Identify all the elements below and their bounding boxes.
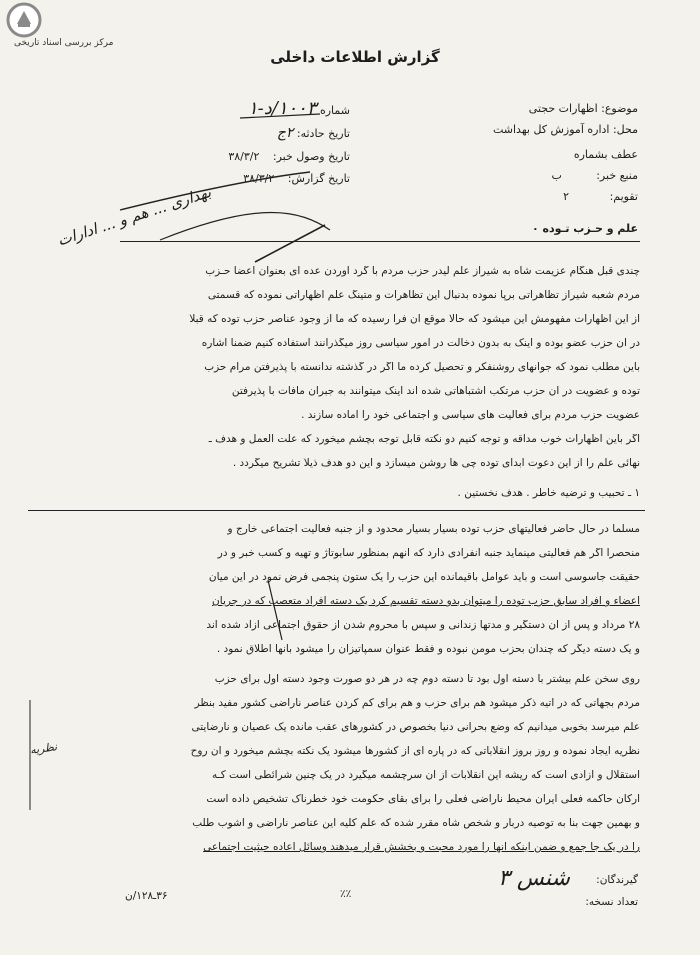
incident-date-label: تاریخ حادثه: [296, 127, 350, 140]
paragraph-line: باین مطلب نمود که جوانهای روشنفکر و تحصیل کرده ما اگر در گذشته ندانسته با پذیرفتن مرام حزب [204, 362, 640, 373]
paragraph-line: ارکان حاکمه فعلی ایران محیط ناراضی فعلی را برای بقای حکومت خود خطرناک تشخیص داده است [206, 794, 640, 805]
number-value: ۱۰۰۳/د-۱ [247, 98, 317, 119]
evaluation-row [526, 190, 638, 203]
paragraph-line: حقیقت جاسوسی است و باید عوامل باقیمانده این حزب را یک ستون پنجمی فرض نمود در این میان [208, 572, 640, 583]
handwritten-note: بهداری ... هم و ... ادارات [55, 182, 214, 250]
place-value: اداره آموزش کل بهداشت [492, 123, 610, 136]
paragraph-line: مردم بجهاتی که در آتیه ذکر میشود هم برای حزب و هم برای کم کردن عناصر ناراضی کشور مفید بنظر [194, 698, 640, 709]
paragraph-line: را در یک جا جمع و ضمن اینکه آنها را مورد محبت و بخشش قرار میدهند وسائل اعاده حیثیت اجتماعی [203, 842, 640, 853]
paragraph-line: مردم شعبه شیراز تظاهراتی برپا نموده بدنبال این تظاهرات و متینگ علم اظهاراتی نموده که قسمتی [207, 290, 640, 301]
subject-value: اظهارات حجتی [528, 102, 598, 115]
paragraph-line: چندی قبل هنگام عزیمت شاه به شیراز علم لیدر حزب مردم با گرد آوردن عده ای بعنوان اعضا حـزب [205, 266, 640, 277]
divider [120, 241, 640, 242]
paragraph-line: علم میرسد بخوبی میدانیم که وضع بحرانی دنیا بخصوص در کشورهای عقب مانده یک عصیان و نارضایتی [191, 722, 640, 733]
paragraph-line: اعضاء و افراد سابق حزب توده را میتوان بدو دسته تقسیم کرد یک دسته افراد متعصب که در جریان [212, 596, 640, 607]
evaluation-value: ۲ [563, 190, 570, 203]
receipt-date-row [228, 150, 350, 163]
report-date-label: تاریخ گزارش: [287, 172, 350, 185]
paragraph-line: توده و عضویت در آن حزب مرتکب اشتباهاتی شده اند اینک میتوانند به جبران مافات با پذیرفتن [231, 386, 640, 397]
receipt-date-value: ۳۸/۳/۲ [228, 150, 260, 163]
paragraph-line: اگر باین اظهارات خوب مداقه و توجه کنیم دو نکته قابل توجه بچشم میخورد که علت العمل و هدف ـ [208, 434, 640, 445]
page-title: گزارش اطلاعات داخلی [270, 48, 440, 66]
reference-label: عطف بشماره [573, 148, 638, 161]
section-title: علم و حـزب تـوده ٠ [531, 222, 638, 235]
source-value: ب [551, 169, 562, 182]
report-date-value: ۳۸/۳/۲ [243, 172, 275, 185]
subject-row [529, 102, 638, 115]
recipients-value: شنس ۳ [498, 866, 570, 891]
paragraph-line: نظریه ایجاد نموده و روز بروز انقلاباتی که در پاره ای از کشورها میشود یک نکته بچشم میخورد و آن روح [190, 746, 640, 757]
archive-label: مرکز بررسی اسناد تاریخی [14, 38, 114, 48]
number-label: شماره [319, 104, 350, 117]
incident-date-value: ۲ج [276, 125, 294, 141]
paragraph-line: مسلماً در حال حاضر فعالیتهای حزب توده بسیار بسیار محدود و از جنبه فعالیت اجتماعی خارج و [227, 524, 640, 535]
paragraph-line: عضویت حزب مردم برای فعالیت های سیاسی و اجتماعی خود را آماده سازند . [301, 410, 640, 421]
incident-date-row [277, 125, 350, 141]
paragraph-line: استقلال و آزادی است که ریشه این انقلابات از آن سرچشمه میگیرد در یک چنین شرائطی است کـه [211, 770, 640, 781]
paragraph-line: و بهمین جهت بنا به توصیه دربار و شخص شاه مقرر شده که علم کلیه این عناصر ناراضی و آشوب طلب [192, 818, 640, 829]
paragraph-line: منحصراً اگر هم فعالیتی مینماید جنبه انفرادی دارد که آنهم بمنظور سابوتاژ و تهیه و کسب خبر و در [217, 548, 640, 559]
divider [28, 510, 645, 511]
recipients-row [596, 874, 638, 886]
copies-label: تعداد نسخه: [585, 896, 638, 908]
paragraph-line: در آن حزب عضو بوده و اینک به بدون دخالت در امور سیاسی روز میگذرانند استفاده کنیم ضمناً اشاره [201, 338, 640, 349]
place-row [493, 123, 638, 136]
paragraph-line: ۲۸ مرداد و پس از آن دستگیر و مدتها زندانی و سپس با محروم شدن از حقوق اجتماعی آزاد شده اند [206, 620, 640, 631]
subject-label: موضوع: [601, 102, 638, 115]
paragraph-line: از این اظهارات مفهومش این میشود که حالا موقع آن فرا رسیده که ما از وجود عناصر حزب توده که قبلاً [189, 314, 640, 325]
number-row [248, 98, 350, 119]
place-label: محل: [612, 123, 638, 136]
document-code: ۳۶ـ۱۲۸/ن [125, 890, 168, 902]
archive-seal-logo-icon [6, 2, 42, 38]
paragraph-line: نهائی علم را از این دعوت ابدای توده چی ها روشن میسازد و این دو هدف ذیلاً تشریح میگردد . [232, 458, 640, 469]
source-label: منبع خبر: [596, 169, 638, 182]
paragraph-line: و یک دسته دیگر که چندان بحزب مومن نبوده و فقط عنوان سمپاتیزان را میشود بآنها اطلاق نمود . [216, 644, 640, 655]
recipients-label: گیرندگان: [596, 874, 638, 886]
receipt-date-label: تاریخ وصول خبر: [272, 150, 350, 163]
subsection-heading: ١ ـ تحبیب و ترضیه خاطر . هدف نخستین . [457, 488, 640, 499]
source-row [521, 169, 638, 182]
mid-mark: ٪٪ [340, 888, 352, 900]
evaluation-label: تقویم: [609, 190, 638, 203]
paragraph-line: روی سخن علم بیشتر با دسته اول بود تا دسته دوم چه در هر دو صورت وجود دسته اول برای حزب [214, 674, 640, 685]
report-date-row [243, 172, 350, 185]
margin-note: نظریه [29, 740, 58, 757]
